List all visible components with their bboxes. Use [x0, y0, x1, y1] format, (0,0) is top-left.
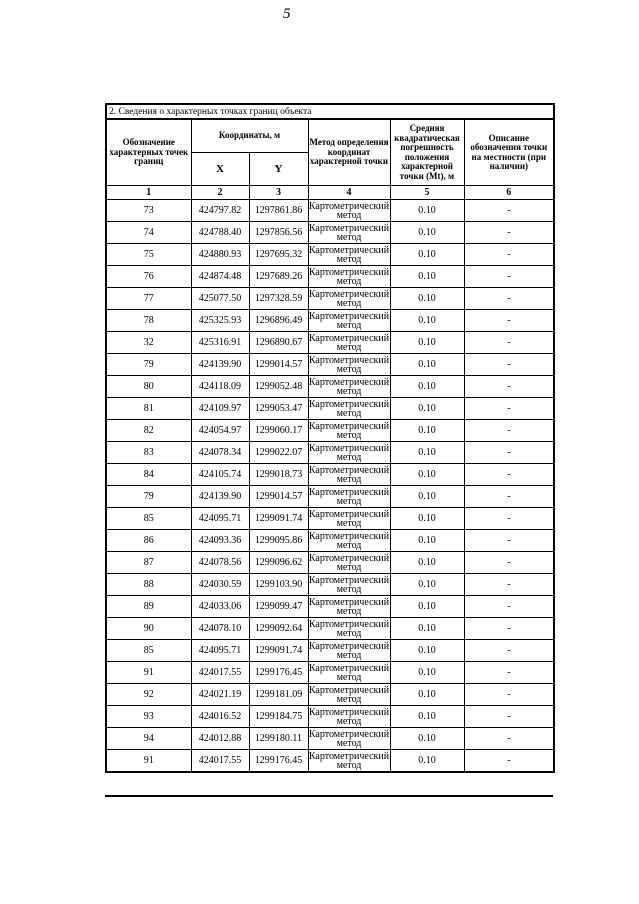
description-cell: -	[464, 442, 554, 464]
method-cell: Картометрический метод	[308, 332, 390, 353]
method-cell: Картометрический метод	[308, 530, 390, 551]
y-coordinate-cell: 1299014.57	[249, 354, 308, 376]
error-cell: 0.10	[390, 398, 464, 420]
x-coordinate-cell: 424118.09	[191, 376, 249, 398]
error-cell: 0.10	[390, 508, 464, 530]
table-row	[106, 464, 554, 486]
y-coordinate-cell: 1297689.26	[249, 266, 308, 288]
point-cell: 74	[106, 222, 191, 244]
y-coordinate-cell: 1299022.07	[249, 442, 308, 464]
description-cell: -	[464, 486, 554, 508]
error-cell: 0.10	[390, 464, 464, 486]
table-row	[106, 354, 554, 376]
header-point-designation: Обозначение характерных точек границ	[106, 119, 191, 186]
y-coordinate-cell: 1296896.49	[249, 310, 308, 332]
y-coordinate-cell: 1297861.86	[249, 200, 308, 222]
error-cell: 0.10	[390, 750, 464, 773]
point-cell: 85	[106, 508, 191, 530]
x-coordinate-cell: 424017.55	[191, 750, 249, 773]
x-coordinate-cell: 424874.48	[191, 266, 249, 288]
method-cell: Картометрический метод	[308, 508, 390, 529]
y-coordinate-cell: 1299099.47	[249, 596, 308, 618]
table-row	[106, 486, 554, 508]
column-number: 3	[249, 186, 308, 200]
y-coordinate-cell: 1299095.86	[249, 530, 308, 552]
description-cell: -	[464, 376, 554, 398]
description-cell: -	[464, 266, 554, 288]
method-cell: Картометрический метод	[308, 398, 390, 419]
point-cell: 85	[106, 640, 191, 662]
y-coordinate-cell: 1299092.64	[249, 618, 308, 640]
boundary-points-table	[105, 103, 555, 773]
error-cell: 0.10	[390, 288, 464, 310]
error-cell: 0.10	[390, 640, 464, 662]
description-cell: -	[464, 684, 554, 706]
y-coordinate-cell: 1299103.90	[249, 574, 308, 596]
description-cell: -	[464, 706, 554, 728]
error-cell: 0.10	[390, 574, 464, 596]
x-coordinate-cell: 425325.93	[191, 310, 249, 332]
error-cell: 0.10	[390, 244, 464, 266]
table-row	[106, 596, 554, 618]
bottom-rule	[105, 795, 553, 797]
table-row	[106, 728, 554, 750]
method-cell: Картометрический метод	[308, 266, 390, 287]
x-coordinate-cell: 424078.10	[191, 618, 249, 640]
point-cell: 88	[106, 574, 191, 596]
error-cell: 0.10	[390, 662, 464, 684]
error-cell: 0.10	[390, 728, 464, 750]
description-cell: -	[464, 464, 554, 486]
error-cell: 0.10	[390, 442, 464, 464]
description-cell: -	[464, 420, 554, 442]
column-number: 1	[106, 186, 191, 200]
table-row	[106, 574, 554, 596]
method-cell: Картометрический метод	[308, 728, 390, 749]
error-cell: 0.10	[390, 530, 464, 552]
y-coordinate-cell: 1299018.73	[249, 464, 308, 486]
method-cell: Картометрический метод	[308, 640, 390, 661]
column-numbers-row	[106, 186, 554, 200]
description-cell: -	[464, 574, 554, 596]
description-cell: -	[464, 596, 554, 618]
table-body	[106, 200, 554, 773]
table-row	[106, 376, 554, 398]
point-cell: 79	[106, 354, 191, 376]
method-cell: Картометрический метод	[308, 442, 390, 463]
description-cell: -	[464, 618, 554, 640]
method-cell: Картометрический метод	[308, 200, 390, 221]
description-cell: -	[464, 552, 554, 574]
description-cell: -	[464, 750, 554, 773]
column-number: 2	[191, 186, 249, 200]
x-coordinate-cell: 424030.59	[191, 574, 249, 596]
error-cell: 0.10	[390, 200, 464, 222]
point-cell: 91	[106, 750, 191, 773]
column-number: 6	[464, 186, 554, 200]
method-cell: Картометрический метод	[308, 310, 390, 331]
error-cell: 0.10	[390, 552, 464, 574]
point-cell: 89	[106, 596, 191, 618]
y-coordinate-cell: 1299181.09	[249, 684, 308, 706]
error-cell: 0.10	[390, 684, 464, 706]
point-cell: 78	[106, 310, 191, 332]
error-cell: 0.10	[390, 310, 464, 332]
description-cell: -	[464, 530, 554, 552]
table-row	[106, 442, 554, 464]
y-coordinate-cell: 1299052.48	[249, 376, 308, 398]
x-coordinate-cell: 424054.97	[191, 420, 249, 442]
x-coordinate-cell: 424017.55	[191, 662, 249, 684]
x-coordinate-cell: 424021.19	[191, 684, 249, 706]
column-number: 4	[308, 186, 390, 200]
x-coordinate-cell: 424012.88	[191, 728, 249, 750]
x-coordinate-cell: 424797.82	[191, 200, 249, 222]
description-cell: -	[464, 728, 554, 750]
table-row	[106, 222, 554, 244]
table-row	[106, 398, 554, 420]
point-cell: 75	[106, 244, 191, 266]
error-cell: 0.10	[390, 222, 464, 244]
method-cell: Картометрический метод	[308, 376, 390, 397]
header-method: Метод определения координат характерной точки	[308, 119, 390, 186]
column-number: 5	[390, 186, 464, 200]
error-cell: 0.10	[390, 486, 464, 508]
point-cell: 94	[106, 728, 191, 750]
method-cell: Картометрический метод	[308, 354, 390, 375]
point-cell: 77	[106, 288, 191, 310]
method-cell: Картометрический метод	[308, 662, 390, 683]
point-cell: 90	[106, 618, 191, 640]
method-cell: Картометрический метод	[308, 706, 390, 727]
header-description: Описание обозначения точки на местности (при наличии)	[464, 119, 554, 186]
table-row	[106, 310, 554, 332]
method-cell: Картометрический метод	[308, 244, 390, 265]
description-cell: -	[464, 662, 554, 684]
description-cell: -	[464, 332, 554, 354]
point-cell: 79	[106, 486, 191, 508]
point-cell: 87	[106, 552, 191, 574]
description-cell: -	[464, 200, 554, 222]
table-caption: 2. Сведения о характерных точках границ объекта	[106, 104, 554, 119]
method-cell: Картометрический метод	[308, 420, 390, 441]
table-row	[106, 420, 554, 442]
x-coordinate-cell: 424105.74	[191, 464, 249, 486]
point-cell: 81	[106, 398, 191, 420]
x-coordinate-cell: 424880.93	[191, 244, 249, 266]
table-row	[106, 640, 554, 662]
method-cell: Картометрический метод	[308, 596, 390, 617]
y-coordinate-cell: 1299014.57	[249, 486, 308, 508]
error-cell: 0.10	[390, 706, 464, 728]
table-row	[106, 508, 554, 530]
y-coordinate-cell: 1296890.67	[249, 332, 308, 354]
table-row	[106, 332, 554, 354]
y-coordinate-cell: 1299180.11	[249, 728, 308, 750]
point-cell: 92	[106, 684, 191, 706]
table-row	[106, 266, 554, 288]
method-cell: Картометрический метод	[308, 222, 390, 243]
point-cell: 83	[106, 442, 191, 464]
y-coordinate-cell: 1299053.47	[249, 398, 308, 420]
error-cell: 0.10	[390, 596, 464, 618]
header-error: Средняя квадратическая погрешность положения характерной точки (Мt), м	[390, 119, 464, 186]
x-coordinate-cell: 424139.90	[191, 354, 249, 376]
table-row	[106, 200, 554, 222]
y-coordinate-cell: 1299096.62	[249, 552, 308, 574]
table-row	[106, 288, 554, 310]
x-coordinate-cell: 425316.91	[191, 332, 249, 354]
description-cell: -	[464, 310, 554, 332]
description-cell: -	[464, 640, 554, 662]
page-number: 5	[283, 6, 291, 22]
method-cell: Картометрический метод	[308, 552, 390, 573]
x-coordinate-cell: 424016.52	[191, 706, 249, 728]
point-cell: 76	[106, 266, 191, 288]
x-coordinate-cell: 424078.34	[191, 442, 249, 464]
error-cell: 0.10	[390, 266, 464, 288]
point-cell: 80	[106, 376, 191, 398]
y-coordinate-cell: 1299184.75	[249, 706, 308, 728]
error-cell: 0.10	[390, 354, 464, 376]
x-coordinate-cell: 424788.40	[191, 222, 249, 244]
table-row	[106, 530, 554, 552]
method-cell: Картометрический метод	[308, 464, 390, 485]
point-cell: 32	[106, 332, 191, 354]
table-row	[106, 244, 554, 266]
description-cell: -	[464, 398, 554, 420]
table-row	[106, 750, 554, 773]
error-cell: 0.10	[390, 332, 464, 354]
x-coordinate-cell: 424093.36	[191, 530, 249, 552]
error-cell: 0.10	[390, 420, 464, 442]
x-coordinate-cell: 424033.06	[191, 596, 249, 618]
boundary-points-table-container	[105, 103, 553, 773]
y-coordinate-cell: 1299060.17	[249, 420, 308, 442]
x-coordinate-cell: 424109.97	[191, 398, 249, 420]
x-coordinate-cell: 425077.50	[191, 288, 249, 310]
point-cell: 82	[106, 420, 191, 442]
error-cell: 0.10	[390, 618, 464, 640]
x-coordinate-cell: 424139.90	[191, 486, 249, 508]
error-cell: 0.10	[390, 376, 464, 398]
y-coordinate-cell: 1297695.32	[249, 244, 308, 266]
point-cell: 91	[106, 662, 191, 684]
table-row	[106, 618, 554, 640]
description-cell: -	[464, 508, 554, 530]
y-coordinate-cell: 1299091.74	[249, 640, 308, 662]
y-coordinate-cell: 1299176.45	[249, 662, 308, 684]
point-cell: 73	[106, 200, 191, 222]
method-cell: Картометрический метод	[308, 574, 390, 595]
description-cell: -	[464, 244, 554, 266]
header-y: Y	[249, 153, 308, 186]
y-coordinate-cell: 1297856.56	[249, 222, 308, 244]
table-row	[106, 684, 554, 706]
description-cell: -	[464, 222, 554, 244]
x-coordinate-cell: 424078.56	[191, 552, 249, 574]
table-row	[106, 706, 554, 728]
point-cell: 84	[106, 464, 191, 486]
point-cell: 93	[106, 706, 191, 728]
header-x: X	[191, 153, 249, 186]
y-coordinate-cell: 1297328.59	[249, 288, 308, 310]
table-row	[106, 552, 554, 574]
method-cell: Картометрический метод	[308, 618, 390, 639]
method-cell: Картометрический метод	[308, 684, 390, 705]
method-cell: Картометрический метод	[308, 486, 390, 507]
method-cell: Картометрический метод	[308, 750, 390, 771]
header-coordinates: Координаты, м	[191, 119, 308, 153]
x-coordinate-cell: 424095.71	[191, 640, 249, 662]
x-coordinate-cell: 424095.71	[191, 508, 249, 530]
y-coordinate-cell: 1299176.45	[249, 750, 308, 773]
method-cell: Картометрический метод	[308, 288, 390, 309]
description-cell: -	[464, 354, 554, 376]
description-cell: -	[464, 288, 554, 310]
table-row	[106, 662, 554, 684]
y-coordinate-cell: 1299091.74	[249, 508, 308, 530]
point-cell: 86	[106, 530, 191, 552]
